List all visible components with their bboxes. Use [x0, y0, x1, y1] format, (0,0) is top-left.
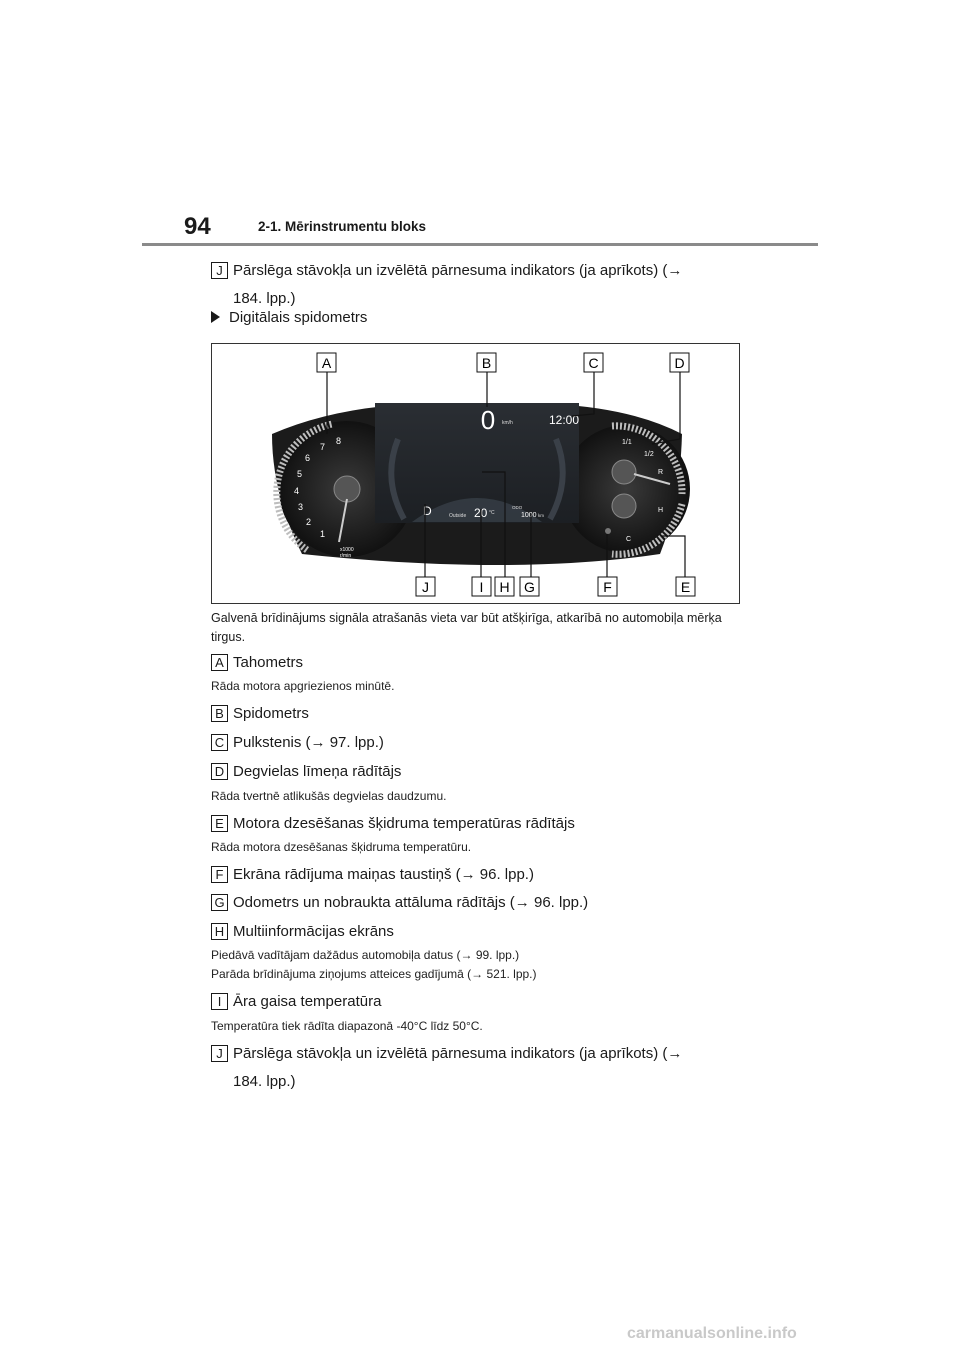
item-e-desc: Rāda motora dzesēšanas šķidruma temperatūru.	[211, 840, 472, 854]
item-title: Motora dzesēšanas šķidruma temperatūras rādītājs	[233, 815, 575, 832]
badge-label: D	[211, 763, 228, 780]
tacho-tick-1: 1	[320, 529, 326, 539]
outside-temp-value: 20	[474, 506, 488, 520]
subheading	[211, 309, 367, 326]
fuel-full-label: 1/1	[622, 439, 632, 446]
temp-hub	[612, 494, 636, 518]
item-a	[211, 652, 733, 674]
callout-labels-top	[317, 353, 689, 372]
item-title: Odometrs un nobraukta attāluma rādītājs (→ 96. lpp.)	[233, 894, 589, 911]
badge-label: J	[211, 262, 228, 279]
odo-value: 1000	[521, 512, 537, 519]
item-f	[211, 864, 733, 886]
callout-f: F	[603, 579, 612, 595]
odo-unit: km	[538, 513, 544, 518]
item-e	[211, 813, 733, 835]
item-b	[211, 703, 733, 725]
badge-label: H	[211, 923, 228, 940]
item-d-desc: Rāda tvertnē atlikušās degvielas daudzumu.	[211, 789, 447, 803]
item-title: Multiinformācijas ekrāns	[233, 923, 394, 940]
tacho-tick-7: 7	[320, 442, 326, 452]
badge-label: I	[211, 993, 228, 1010]
item-title: Pulkstenis (→ 97. lpp.)	[233, 734, 384, 751]
tacho-tick-6: 6	[305, 453, 311, 463]
tacho-unit-2: r/min	[340, 553, 352, 559]
instrument-cluster-figure	[211, 343, 740, 604]
tachometer-hub	[334, 476, 360, 502]
temp-unit: °C	[489, 510, 495, 516]
badge-label: B	[211, 705, 228, 722]
item-title: Tahometrs	[233, 654, 304, 671]
page-number: 94	[184, 213, 211, 240]
figure-caption: Galvenā brīdinājums signāla atrašanās vieta var būt atšķirīga, atkarībā no automobiļa mērķa tirgus.	[211, 611, 722, 644]
temp-hot-label: H	[658, 507, 664, 514]
item-j	[211, 1043, 733, 1093]
item-h	[211, 921, 733, 943]
tacho-tick-3: 3	[298, 502, 304, 512]
badge-label: F	[211, 866, 228, 883]
item-h-desc: Piedāvā vadītājam dažādus automobiļa datus (→ 99. lpp.)	[211, 948, 520, 962]
clock-value: 12:00	[549, 413, 580, 427]
fuel-half-label: 1/2	[644, 451, 654, 458]
tacho-tick-4: 4	[294, 486, 300, 496]
temp-cold-label: C	[626, 536, 632, 543]
item-i	[211, 991, 733, 1013]
intro-item-j	[211, 260, 733, 310]
speed-value: 0	[480, 405, 496, 435]
callout-labels-bottom	[416, 577, 695, 596]
header-rule	[142, 243, 818, 246]
item-h-desc-2: Parāda brīdinājuma ziņojums atteices gadījumā (→ 521. lpp.)	[211, 967, 537, 981]
subheading-text: Digitālais spidometrs	[229, 309, 368, 326]
item-d	[211, 761, 733, 783]
cluster-illustration	[212, 344, 741, 605]
badge-label: G	[211, 894, 228, 911]
callout-j: J	[422, 579, 429, 595]
tacho-tick-5: 5	[297, 469, 303, 479]
speed-unit: km/h	[502, 420, 513, 426]
intro-line-1: Pārslēga stāvokļa un izvēlētā pārnesuma indikators (ja aprīkots) (→	[233, 262, 683, 279]
item-i-desc: Temperatūra tiek rādīta diapazonā -40°C līdz 50°C.	[211, 1019, 483, 1033]
watermark: carmanualsonline.info	[627, 1325, 797, 1342]
callout-a: A	[321, 355, 332, 371]
triangle-bullet-icon	[211, 311, 220, 323]
badge-label: J	[211, 1045, 228, 1062]
callout-d: D	[674, 355, 685, 371]
item-a-desc: Rāda motora apgriezienos minūtē.	[211, 679, 395, 693]
callout-b: B	[481, 355, 492, 371]
badge-label: A	[211, 654, 228, 671]
item-title: Ekrāna rādījuma maiņas taustiņš (→ 96. lpp.)	[233, 866, 534, 883]
outside-label: Outside	[449, 513, 467, 519]
tacho-tick-8: 8	[336, 436, 342, 446]
callout-c: C	[588, 355, 599, 371]
callout-g: G	[524, 579, 535, 595]
fuel-hub	[612, 460, 636, 484]
item-title: Spidometrs	[233, 705, 309, 722]
item-title: Āra gaisa temperatūra	[233, 993, 382, 1010]
callout-i: I	[479, 579, 484, 595]
badge-label: E	[211, 815, 228, 832]
badge-label: C	[211, 734, 228, 751]
odo-label: ODO	[512, 505, 523, 510]
item-g	[211, 892, 733, 914]
callout-h: H	[499, 579, 510, 595]
section-title: 2-1. Mērinstrumentu bloks	[258, 219, 427, 234]
display-change-button	[605, 528, 611, 534]
tacho-tick-2: 2	[306, 517, 312, 527]
item-c	[211, 732, 733, 754]
tacho-unit-1: x1000	[340, 547, 354, 553]
intro-line-2: 184. lpp.)	[233, 290, 296, 307]
item-title: Degvielas līmeņa rādītājs	[233, 763, 402, 780]
gear-indicator: D	[423, 504, 432, 518]
item-title-2: 184. lpp.)	[233, 1073, 296, 1090]
fuel-empty-label: R	[658, 469, 664, 476]
callout-e: E	[680, 579, 691, 595]
item-title: Pārslēga stāvokļa un izvēlētā pārnesuma indikators (ja aprīkots) (→	[233, 1045, 683, 1062]
